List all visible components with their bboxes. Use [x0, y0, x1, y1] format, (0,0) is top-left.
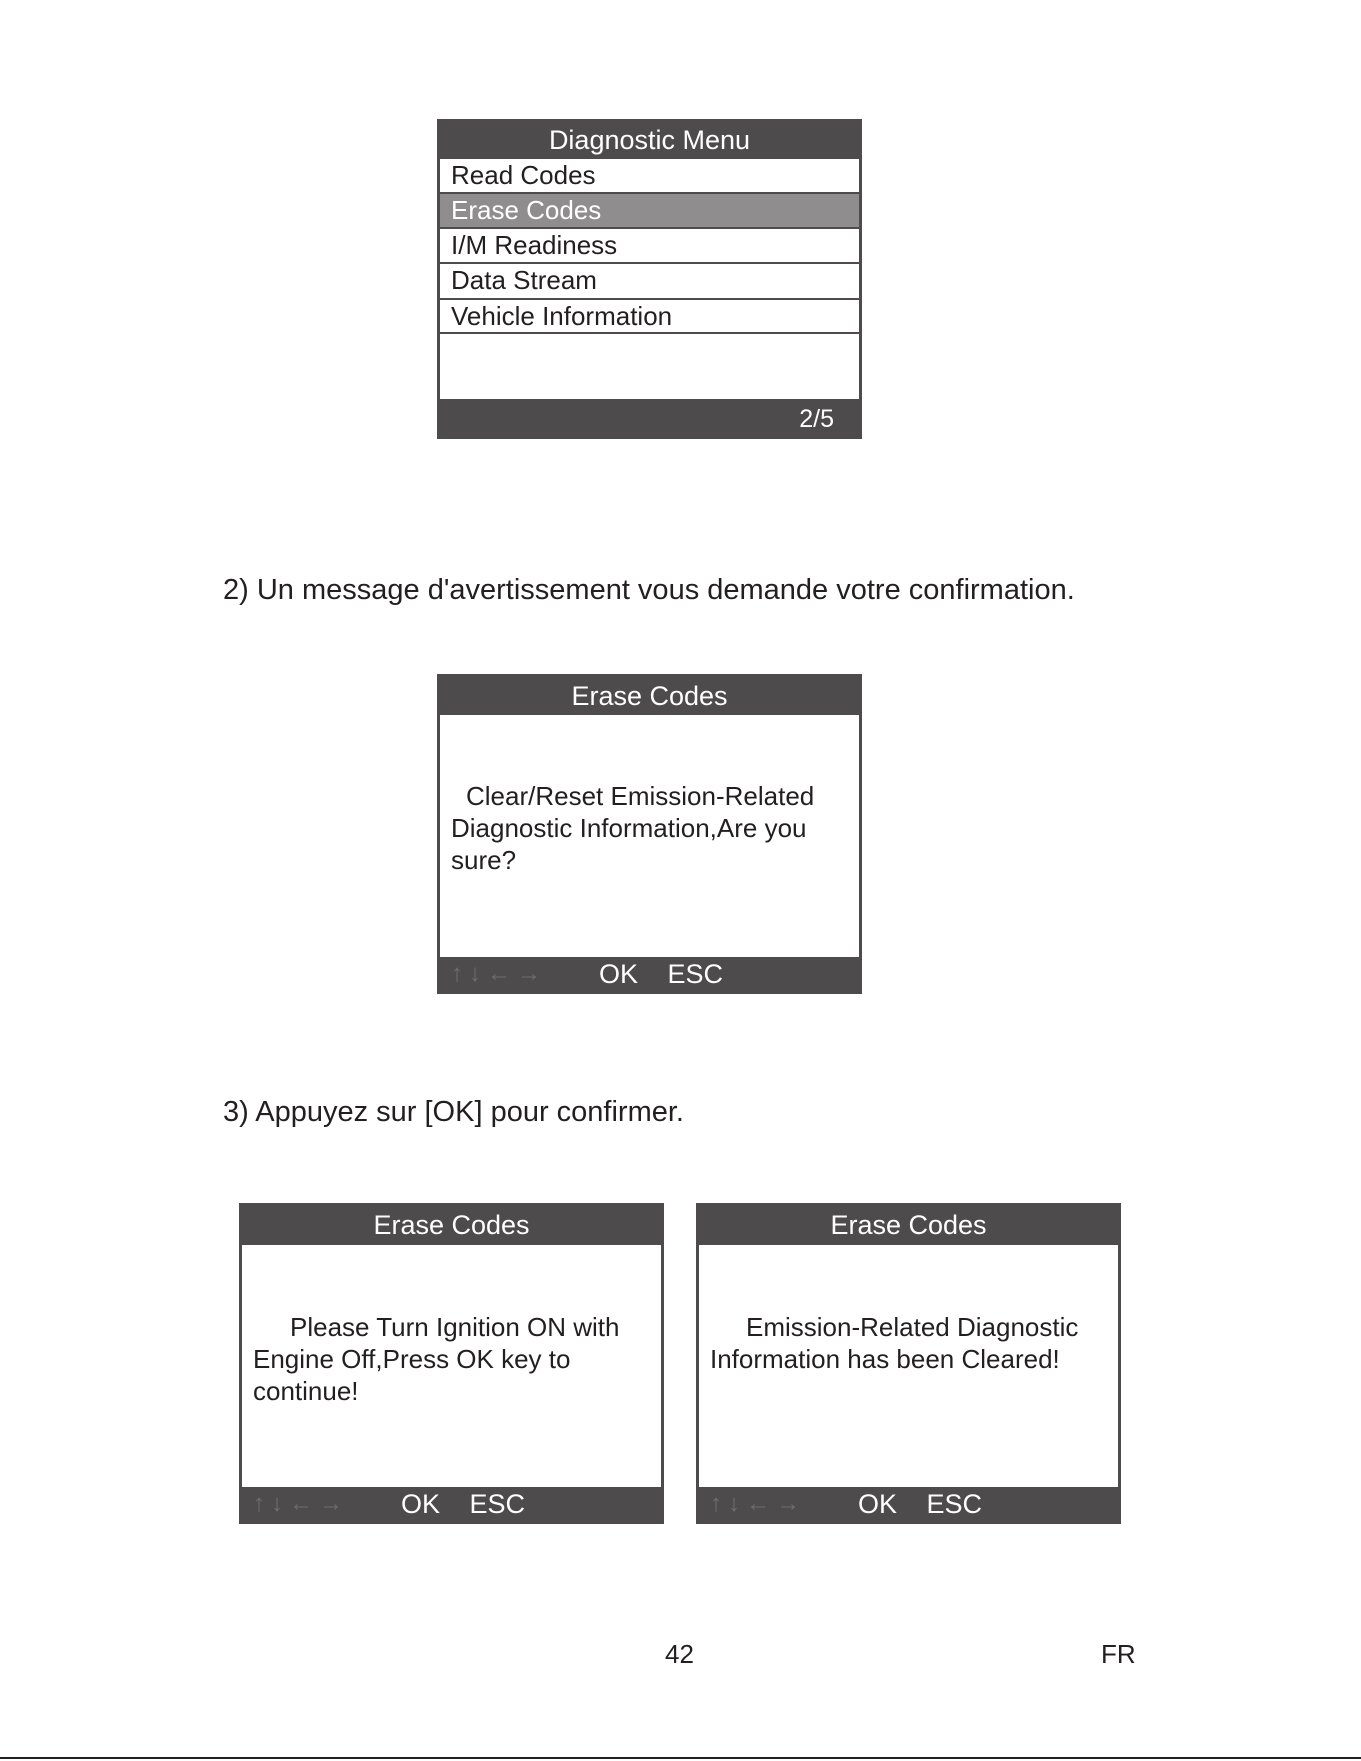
confirm-erase-screen — [437, 674, 862, 994]
ok-esc-keys[interactable]: OK ESC — [858, 1489, 983, 1519]
screen-title: Erase Codes — [440, 677, 859, 715]
page-indicator: 2/5 — [799, 405, 834, 433]
ignition-prompt-screen — [239, 1203, 664, 1524]
step-2-instruction: 2) Un message d'avertissement vous demande votre confirmation. — [223, 574, 1075, 606]
ok-esc-keys[interactable]: OK ESC — [599, 959, 724, 989]
screen-title: Erase Codes — [699, 1206, 1118, 1245]
diagnostic-menu-screen — [437, 119, 862, 439]
screen-title: Erase Codes — [242, 1206, 661, 1245]
arrow-keys-icon: ↑↓←→ — [710, 1490, 806, 1517]
menu-item-im-readiness[interactable]: I/M Readiness — [440, 229, 859, 264]
step-3-instruction: 3) Appuyez sur [OK] pour confirmer. — [223, 1096, 684, 1128]
bottom-border-line — [0, 1757, 1361, 1759]
menu-item-data-stream[interactable]: Data Stream — [440, 264, 859, 300]
screen-title: Diagnostic Menu — [440, 122, 859, 159]
menu-item-vehicle-information[interactable]: Vehicle Information — [440, 300, 859, 334]
menu-item-read-codes[interactable]: Read Codes — [440, 159, 859, 194]
screen-footer — [440, 957, 859, 991]
ok-esc-keys[interactable]: OK ESC — [401, 1489, 526, 1519]
menu-footer — [440, 399, 859, 436]
cleared-message: Emission-Related Diagnostic Information has been Cleared! — [710, 1312, 1079, 1374]
page-number: 42 — [665, 1639, 694, 1669]
screen-footer — [242, 1487, 661, 1521]
language-code: FR — [1101, 1639, 1136, 1669]
screen-footer — [699, 1487, 1118, 1521]
arrow-keys-icon: ↑↓←→ — [253, 1490, 349, 1517]
confirm-message: Clear/Reset Emission-Related Diagnostic Information,Are you sure? — [451, 781, 815, 875]
ignition-message: Please Turn Ignition ON with Engine Off,Press OK key to continue! — [253, 1312, 620, 1406]
codes-cleared-screen — [696, 1203, 1121, 1524]
arrow-keys-icon: ↑↓←→ — [451, 960, 547, 987]
menu-item-erase-codes[interactable]: Erase Codes — [440, 194, 859, 229]
